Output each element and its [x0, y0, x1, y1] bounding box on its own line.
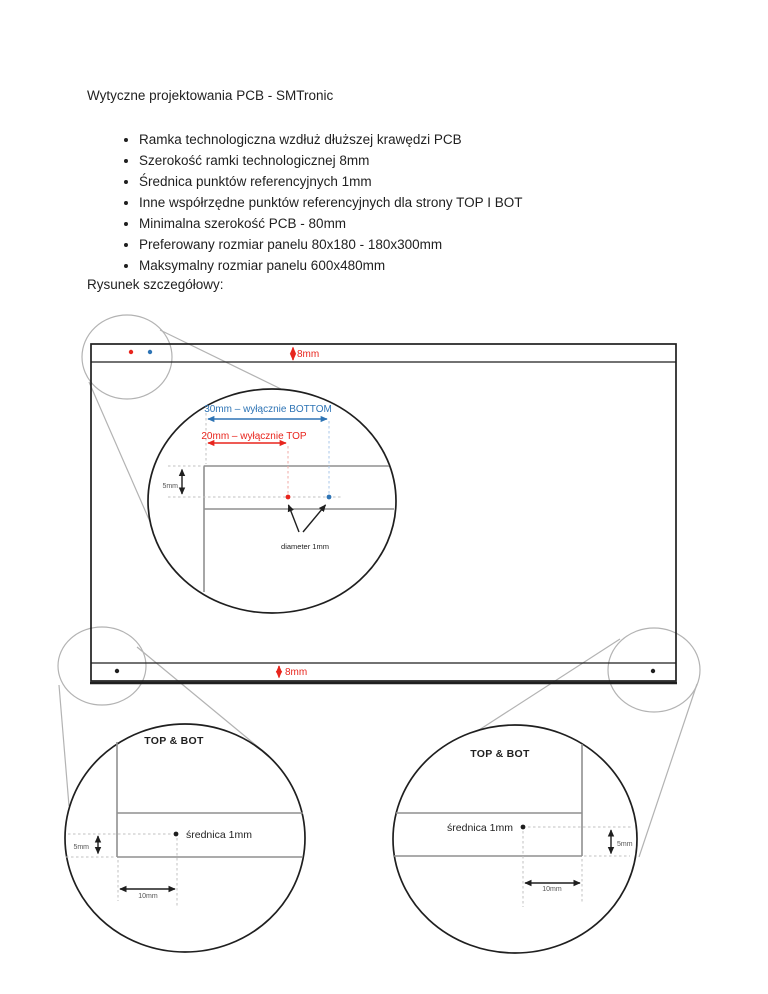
drawing-caption: Rysunek szczegółowy:: [87, 277, 224, 292]
guideline-item: • Średnica punktów referencyjnych 1mm: [139, 171, 522, 192]
zoom-circle-top-left: [82, 315, 172, 399]
top-frame-width-label: 8mm: [297, 349, 320, 360]
horizontal-offset-label: 10mm: [138, 893, 158, 900]
center-detail-view: [148, 389, 396, 613]
guideline-item: • Minimalna szerokość PCB - 80mm: [139, 213, 522, 234]
guideline-item: • Ramka technologiczna wzdłuż dłuższej krawędzi PCB: [139, 129, 522, 150]
guideline-item: • Szerokość ramki technologicznej 8mm: [139, 150, 522, 171]
vertical-offset-label: 5mm: [73, 844, 89, 851]
vertical-offset-label: 5mm: [617, 841, 633, 848]
fiducial-dot-top-blue: [148, 350, 152, 354]
vertical-offset-label: 5mm: [162, 483, 178, 490]
fiducial-dot-blue: [327, 495, 332, 500]
fiducial-dot: [174, 832, 179, 837]
fiducial-dot-bottom-left: [115, 669, 119, 673]
zoom-circle-bottom-left: [58, 627, 146, 705]
side-label: TOP & BOT: [144, 735, 204, 747]
center-detail-circle: [148, 389, 396, 613]
page-title: Wytyczne projektowania PCB - SMTronic: [87, 88, 334, 103]
diameter-label: średnica 1mm: [447, 822, 513, 834]
zoom-leader-line: [89, 382, 151, 524]
guideline-item: • Maksymalny rozmiar panelu 600x480mm: [139, 255, 522, 276]
fiducial-dot-bottom-right: [651, 669, 655, 673]
side-label: TOP & BOT: [470, 748, 530, 760]
fiducial-dot-top-red: [129, 350, 133, 354]
guideline-item: • Inne współrzędne punktów referencyjnych dla strony TOP I BOT: [139, 192, 522, 213]
zoom-leader-line: [160, 330, 281, 389]
zoom-leader-line: [479, 639, 620, 730]
top-offset-label: 20mm – wyłącznie TOP: [201, 431, 307, 442]
diameter-label: diameter 1mm: [281, 542, 329, 551]
fiducial-dot: [521, 825, 526, 830]
bottom-frame-width-label: 8mm: [285, 667, 308, 678]
diameter-label: średnica 1mm: [186, 829, 252, 841]
bottom-right-detail-view: [393, 725, 637, 953]
horizontal-offset-label: 10mm: [542, 886, 562, 893]
fiducial-dot-red: [286, 495, 291, 500]
guideline-item: • Preferowany rozmiar panelu 80x180 - 180x300mm: [139, 234, 522, 255]
bottom-offset-label: 30mm – wyłącznie BOTTOM: [204, 404, 332, 415]
bottom-left-detail-view: [65, 724, 305, 952]
zoom-leader-line: [59, 685, 69, 806]
bottom-left-detail-circle: [65, 724, 305, 952]
